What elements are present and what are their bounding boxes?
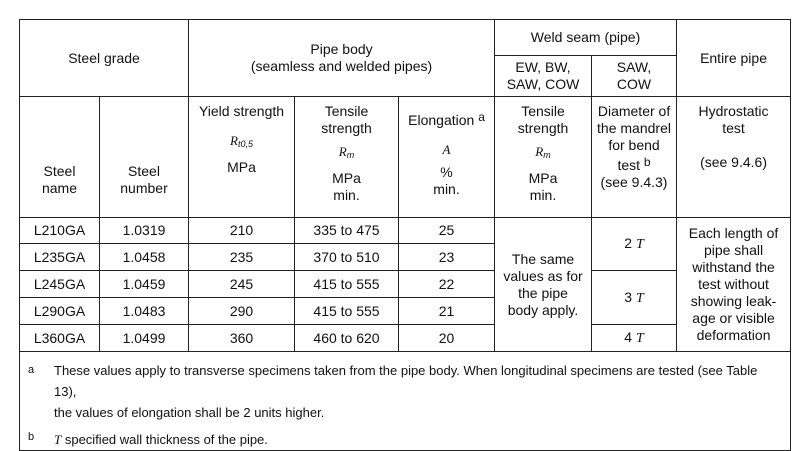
same-values-line3: the pipe xyxy=(518,284,568,301)
footnote-b xyxy=(28,427,782,450)
steel-number-header xyxy=(100,97,189,218)
yield-cell: 360 xyxy=(189,325,295,352)
tensile-cell: 415 to 555 xyxy=(295,271,399,298)
material-properties-table xyxy=(19,19,791,451)
mandrel-line4: test xyxy=(617,157,641,173)
steel-number-cell: 1.0459 xyxy=(100,271,189,298)
elongation-label: Elongation xyxy=(408,112,475,128)
steel-name-cell: L290GA xyxy=(20,298,100,325)
hydro-text-line4: test without xyxy=(698,276,769,292)
footnote-b-text: specified wall thickness of the pipe. xyxy=(61,432,268,447)
elongation-header xyxy=(399,97,495,218)
same-values-line1: The same xyxy=(511,250,575,267)
tensile-symbol: R xyxy=(338,144,347,159)
hydro-text-line1: Each length of xyxy=(688,225,779,241)
weld-tensile-subscript: m xyxy=(543,150,551,160)
weld-tensile-header xyxy=(495,97,592,218)
tensile-unit: MPa xyxy=(332,170,361,186)
mandrel-line2: the mandrel xyxy=(597,120,671,136)
weld-tensile-unit: MPa xyxy=(528,170,558,186)
tensile-cell: 335 to 475 xyxy=(295,218,399,244)
steel-number-line2: number xyxy=(120,180,168,196)
footnote-b-mark: b xyxy=(28,431,35,443)
steel-name-cell: L210GA xyxy=(20,218,100,244)
tensile-min: min. xyxy=(333,187,360,203)
pipe-body-header xyxy=(189,20,495,97)
tensile-subscript: m xyxy=(346,150,355,160)
tensile-label2: strength xyxy=(321,120,372,136)
entire-pipe-header: Entire pipe xyxy=(677,20,791,97)
mandrel-symbol-t: T xyxy=(635,237,644,252)
hydro-text-line2: pipe shall xyxy=(703,242,764,258)
mandrel-value-2: 2 xyxy=(624,235,636,251)
elongation-symbol: A xyxy=(442,142,451,157)
footnote-a xyxy=(28,360,782,423)
yield-symbol: R xyxy=(230,133,238,148)
footnote-a-mark: a xyxy=(28,364,35,376)
steel-number-cell: 1.0483 xyxy=(100,298,189,325)
tensile-strength-header xyxy=(295,97,399,218)
yield-cell: 245 xyxy=(189,271,295,298)
pipe-body-title: Pipe body xyxy=(310,41,373,57)
table-row xyxy=(20,218,791,244)
mandrel-symbol-t: T xyxy=(635,290,644,306)
weld-seam-header: Weld seam (pipe) xyxy=(495,20,677,56)
mandrel-note-mark: b xyxy=(643,155,651,169)
elongation-min: min. xyxy=(433,181,460,197)
footnote-a-line1: These values apply to transverse specimens taken from the pipe body. When longitudinal specimens are tested (see Table 13), xyxy=(54,363,758,399)
elongation-cell: 21 xyxy=(399,298,495,325)
steel-name-header xyxy=(20,97,100,218)
steel-number-cell: 1.0499 xyxy=(100,325,189,352)
footnote-b-symbol: T xyxy=(54,432,62,447)
cow-label: COW xyxy=(616,76,652,92)
weld-saw-cow-label: SAW, COW xyxy=(506,76,580,92)
mandrel-value-cell xyxy=(592,271,677,325)
elongation-cell: 22 xyxy=(399,271,495,298)
weld-ew-bw-label: EW, BW, xyxy=(515,59,571,75)
elongation-unit: % xyxy=(440,164,453,180)
yield-strength-header xyxy=(189,97,295,218)
mandrel-diameter-header xyxy=(592,97,677,218)
hydro-text-line3: withstand the xyxy=(692,259,775,275)
steel-name-cell: L235GA xyxy=(20,244,100,271)
table-row xyxy=(20,325,791,352)
steel-name-line2: name xyxy=(41,180,78,196)
hydro-line2: test xyxy=(722,120,745,136)
hydro-line1: Hydrostatic xyxy=(698,103,769,119)
same-values-cell xyxy=(495,218,592,352)
steel-number-line1: Steel xyxy=(128,163,160,179)
elongation-cell: 23 xyxy=(399,244,495,271)
mandrel-value-3: 3 xyxy=(624,288,636,305)
tensile-cell: 460 to 620 xyxy=(295,325,399,352)
mandrel-value-cell xyxy=(592,325,677,352)
steel-number-cell: 1.0458 xyxy=(100,244,189,271)
yield-cell: 290 xyxy=(189,298,295,325)
tensile-label1: Tensile xyxy=(324,103,369,119)
yield-cell: 210 xyxy=(189,218,295,244)
weld-tensile-min: min. xyxy=(529,187,557,203)
mandrel-ref: (see 9.4.3) xyxy=(600,174,668,190)
weld-tensile-label2: strength xyxy=(517,120,569,136)
weld-saw-cow-header xyxy=(592,56,677,97)
pipe-body-subtitle: (seamless and welded pipes) xyxy=(250,58,433,74)
mandrel-value-cell xyxy=(592,218,677,271)
hydro-ref: (see 9.4.6) xyxy=(700,154,767,170)
mandrel-line1: Diameter of xyxy=(597,103,671,119)
elongation-cell: 25 xyxy=(399,218,495,244)
same-values-line2: values as for xyxy=(503,267,583,284)
yield-cell: 235 xyxy=(189,244,295,271)
hydro-text-cell xyxy=(677,218,791,352)
mandrel-value-4: 4 xyxy=(624,329,636,345)
hydro-text-line5: showing leak- xyxy=(690,293,777,309)
mandrel-symbol-t: T xyxy=(635,331,644,346)
yield-label: Yield strength xyxy=(198,103,285,119)
steel-name-cell: L245GA xyxy=(20,271,100,298)
hydro-text-line7: deformation xyxy=(696,327,771,343)
steel-name-cell: L360GA xyxy=(20,325,100,352)
same-values-line4: body apply. xyxy=(507,301,579,318)
weld-tensile-symbol: R xyxy=(535,144,544,159)
hydrostatic-test-header xyxy=(677,97,791,218)
tensile-cell: 370 to 510 xyxy=(295,244,399,271)
footnotes xyxy=(20,352,791,451)
yield-unit: MPa xyxy=(227,159,256,175)
table-row xyxy=(20,271,791,298)
weld-tensile-label1: Tensile xyxy=(521,103,565,119)
steel-number-cell: 1.0319 xyxy=(100,218,189,244)
saw-label: SAW, xyxy=(616,59,652,75)
hydro-text-line6: age or visible xyxy=(692,310,775,326)
steel-name-line1: Steel xyxy=(43,163,76,179)
yield-subscript: t0,5 xyxy=(237,139,253,149)
weld-ew-bw-saw-cow-header xyxy=(495,56,592,97)
footnote-a-line2: the values of elongation shall be 2 units higher. xyxy=(54,405,325,420)
tensile-cell: 415 to 555 xyxy=(295,298,399,325)
elongation-note-mark: a xyxy=(478,110,485,124)
mandrel-line3: for bend xyxy=(608,137,660,153)
elongation-cell: 20 xyxy=(399,325,495,352)
steel-grade-header: Steel grade xyxy=(20,20,189,97)
material-properties-table-wrapper xyxy=(19,19,790,447)
